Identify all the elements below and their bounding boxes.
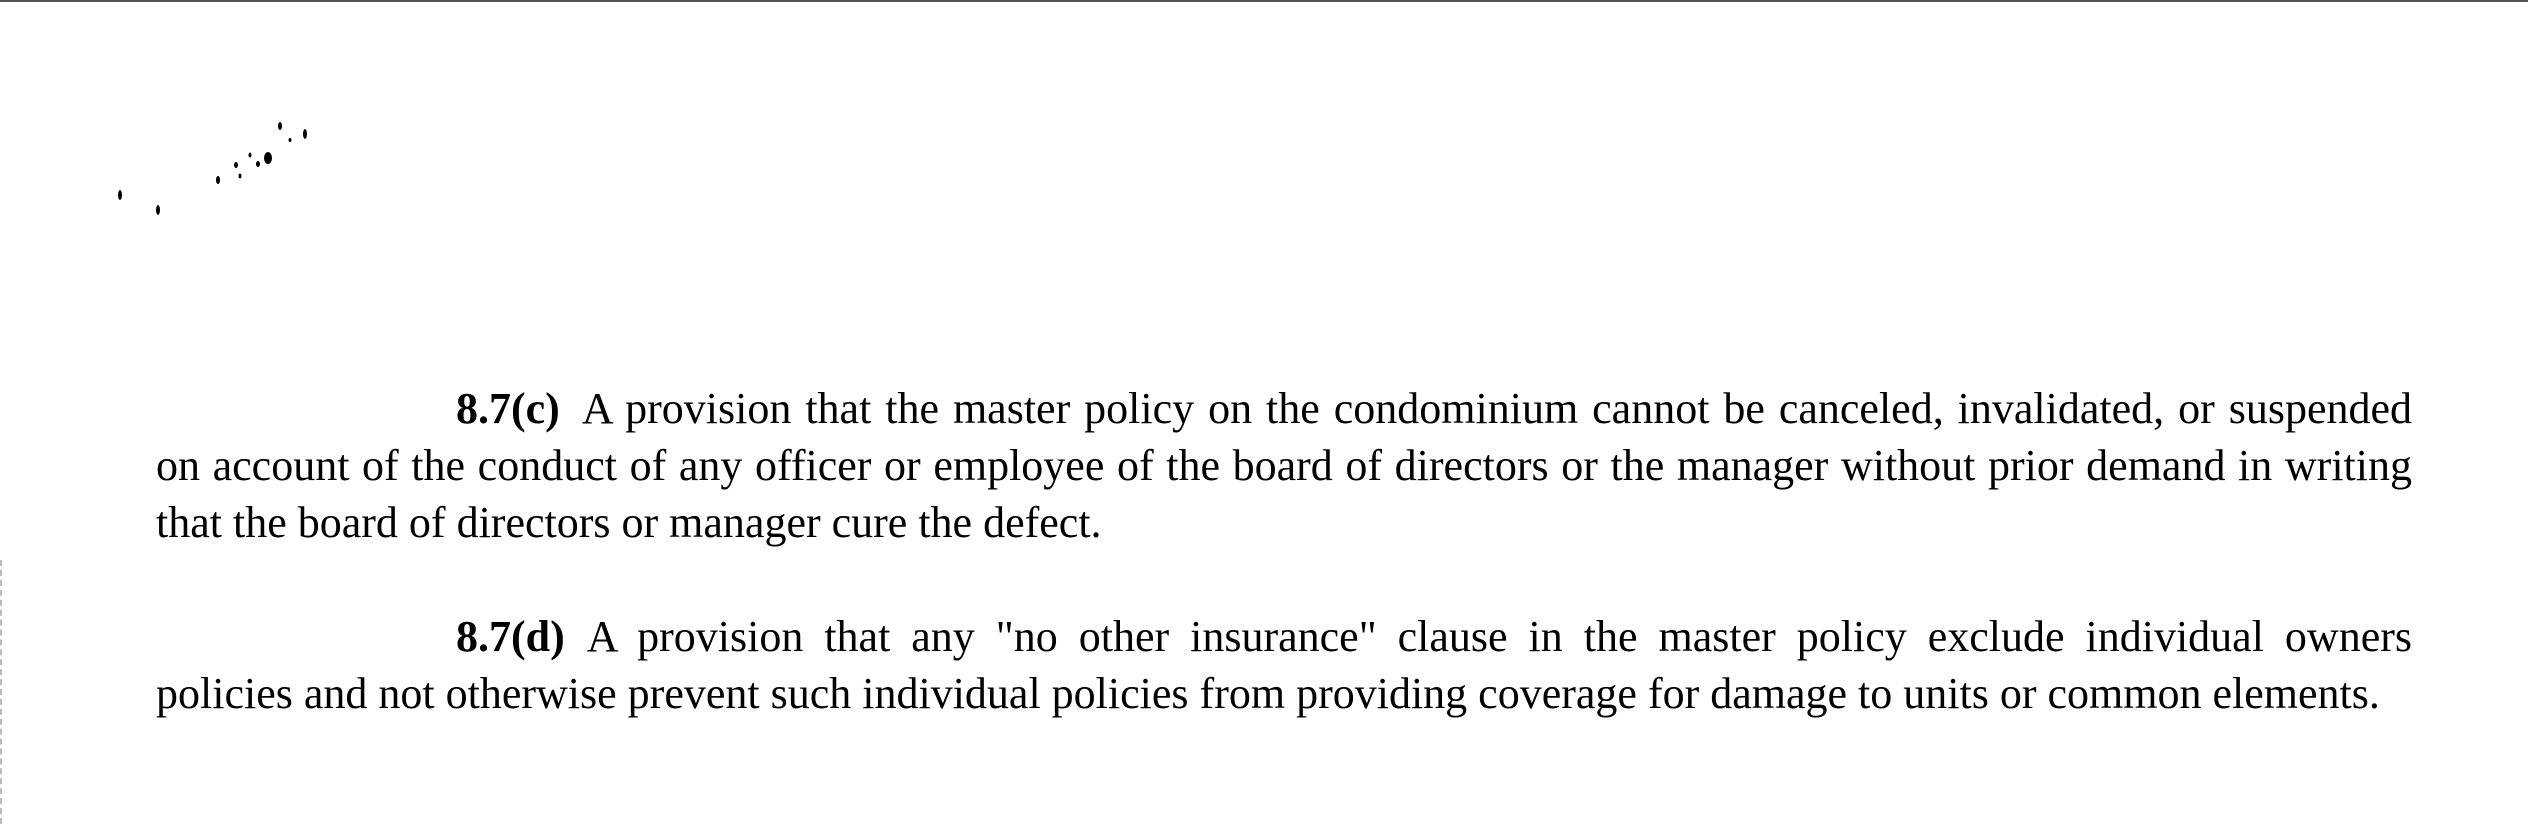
- scan-speck-marks: [100, 110, 320, 230]
- document-body: [156, 380, 2412, 722]
- section-8-7-c: [156, 380, 2412, 551]
- section-number: 8.7(d): [456, 612, 565, 661]
- section-text: A provision that the master policy on the condominium cannot be canceled, invalidated, or suspended on account of the conduct of any officer or employee of the board of directors or the manager without prior demand in writing that the board of directors or manager cure the defect.: [156, 384, 2412, 547]
- section-8-7-d: [156, 608, 2412, 722]
- scan-border-line: [0, 0, 2528, 2]
- section-number: 8.7(c): [456, 384, 560, 433]
- section-text: A provision that any "no other insurance" clause in the master policy exclude individual owners policies and not otherwise prevent such individual policies from providing coverage for damage to units or common elements.: [156, 612, 2412, 718]
- scan-edge-mark: [0, 560, 4, 824]
